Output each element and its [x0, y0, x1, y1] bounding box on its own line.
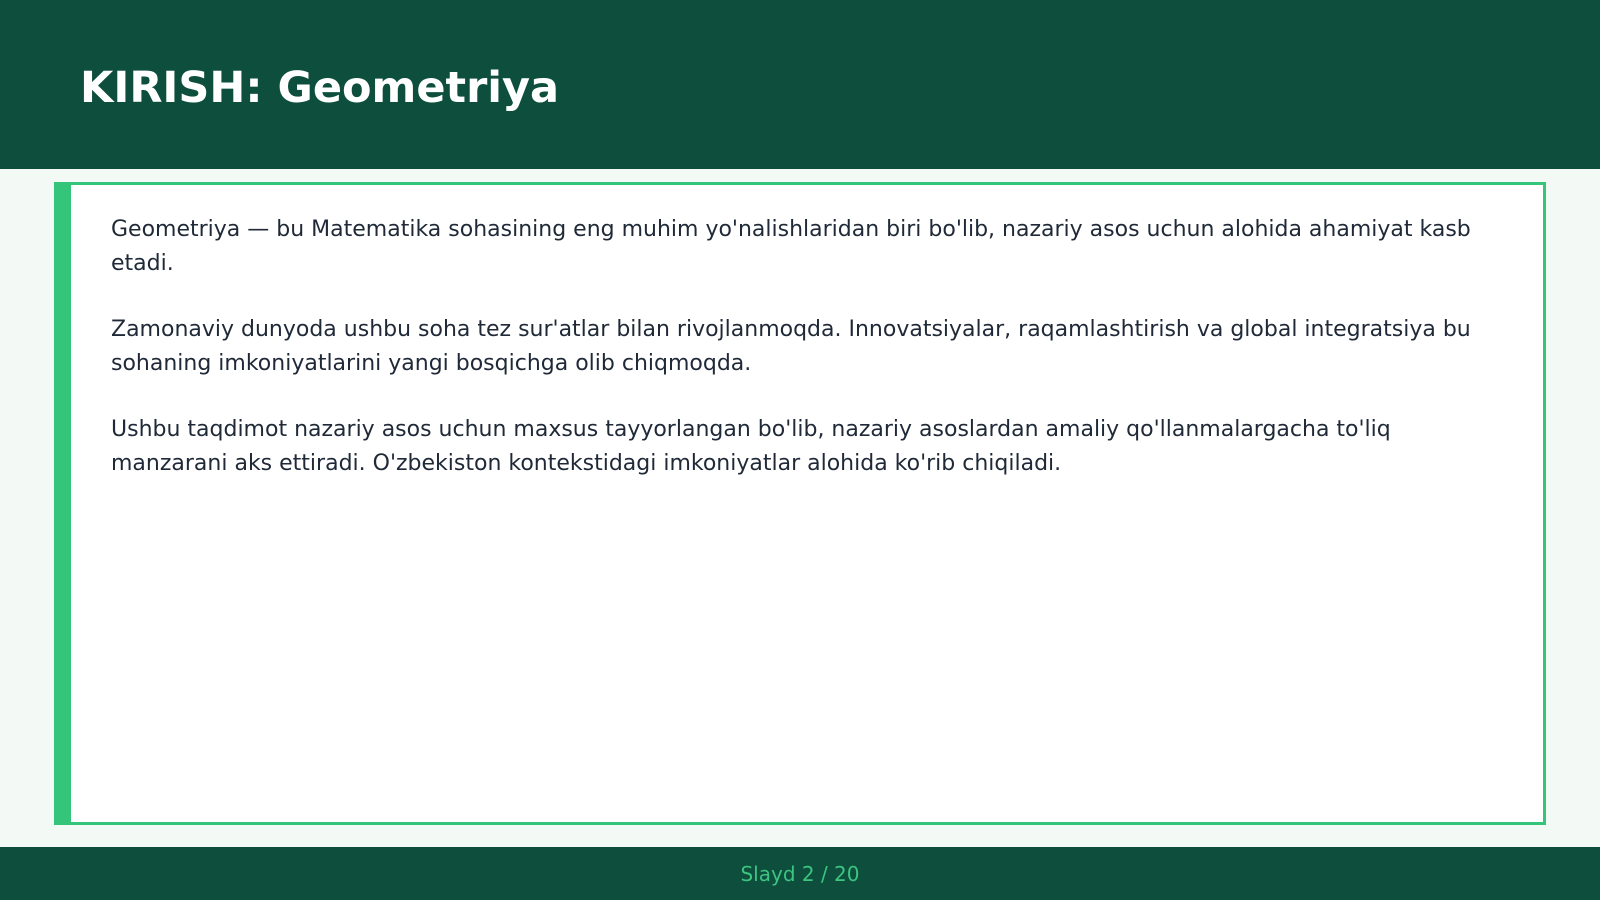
slide-number: Slayd 2 / 20: [740, 862, 860, 886]
slide-title: KIRISH: Geometriya: [80, 63, 560, 113]
slide-body: [111, 213, 1511, 513]
paragraph-presentation-purpose: Ushbu taqdimot nazariy asos uchun maxsus tayyorlangan bo'lib, nazariy asoslardan amaliy qo'llanmalargacha to'liq manzarani aks ettiradi. O'zbekiston kontekstidagi imkoniyatlar alohida ko'rib chiqiladi.: [111, 417, 1391, 476]
paragraph-intro: Geometriya — bu Matematika sohasining eng muhim yo'nalishlaridan biri bo'lib, nazariy asos uchun alohida ahamiyat kasb etadi.: [111, 217, 1471, 276]
paragraph-modern-world: Zamonaviy dunyoda ushbu soha tez sur'atlar bilan rivojlanmoqda. Innovatsiyalar, raqamlashtirish va global integratsiya bu sohaning imkoniyatlarini yangi bosqichga olib chiqmoqda.: [111, 317, 1471, 376]
